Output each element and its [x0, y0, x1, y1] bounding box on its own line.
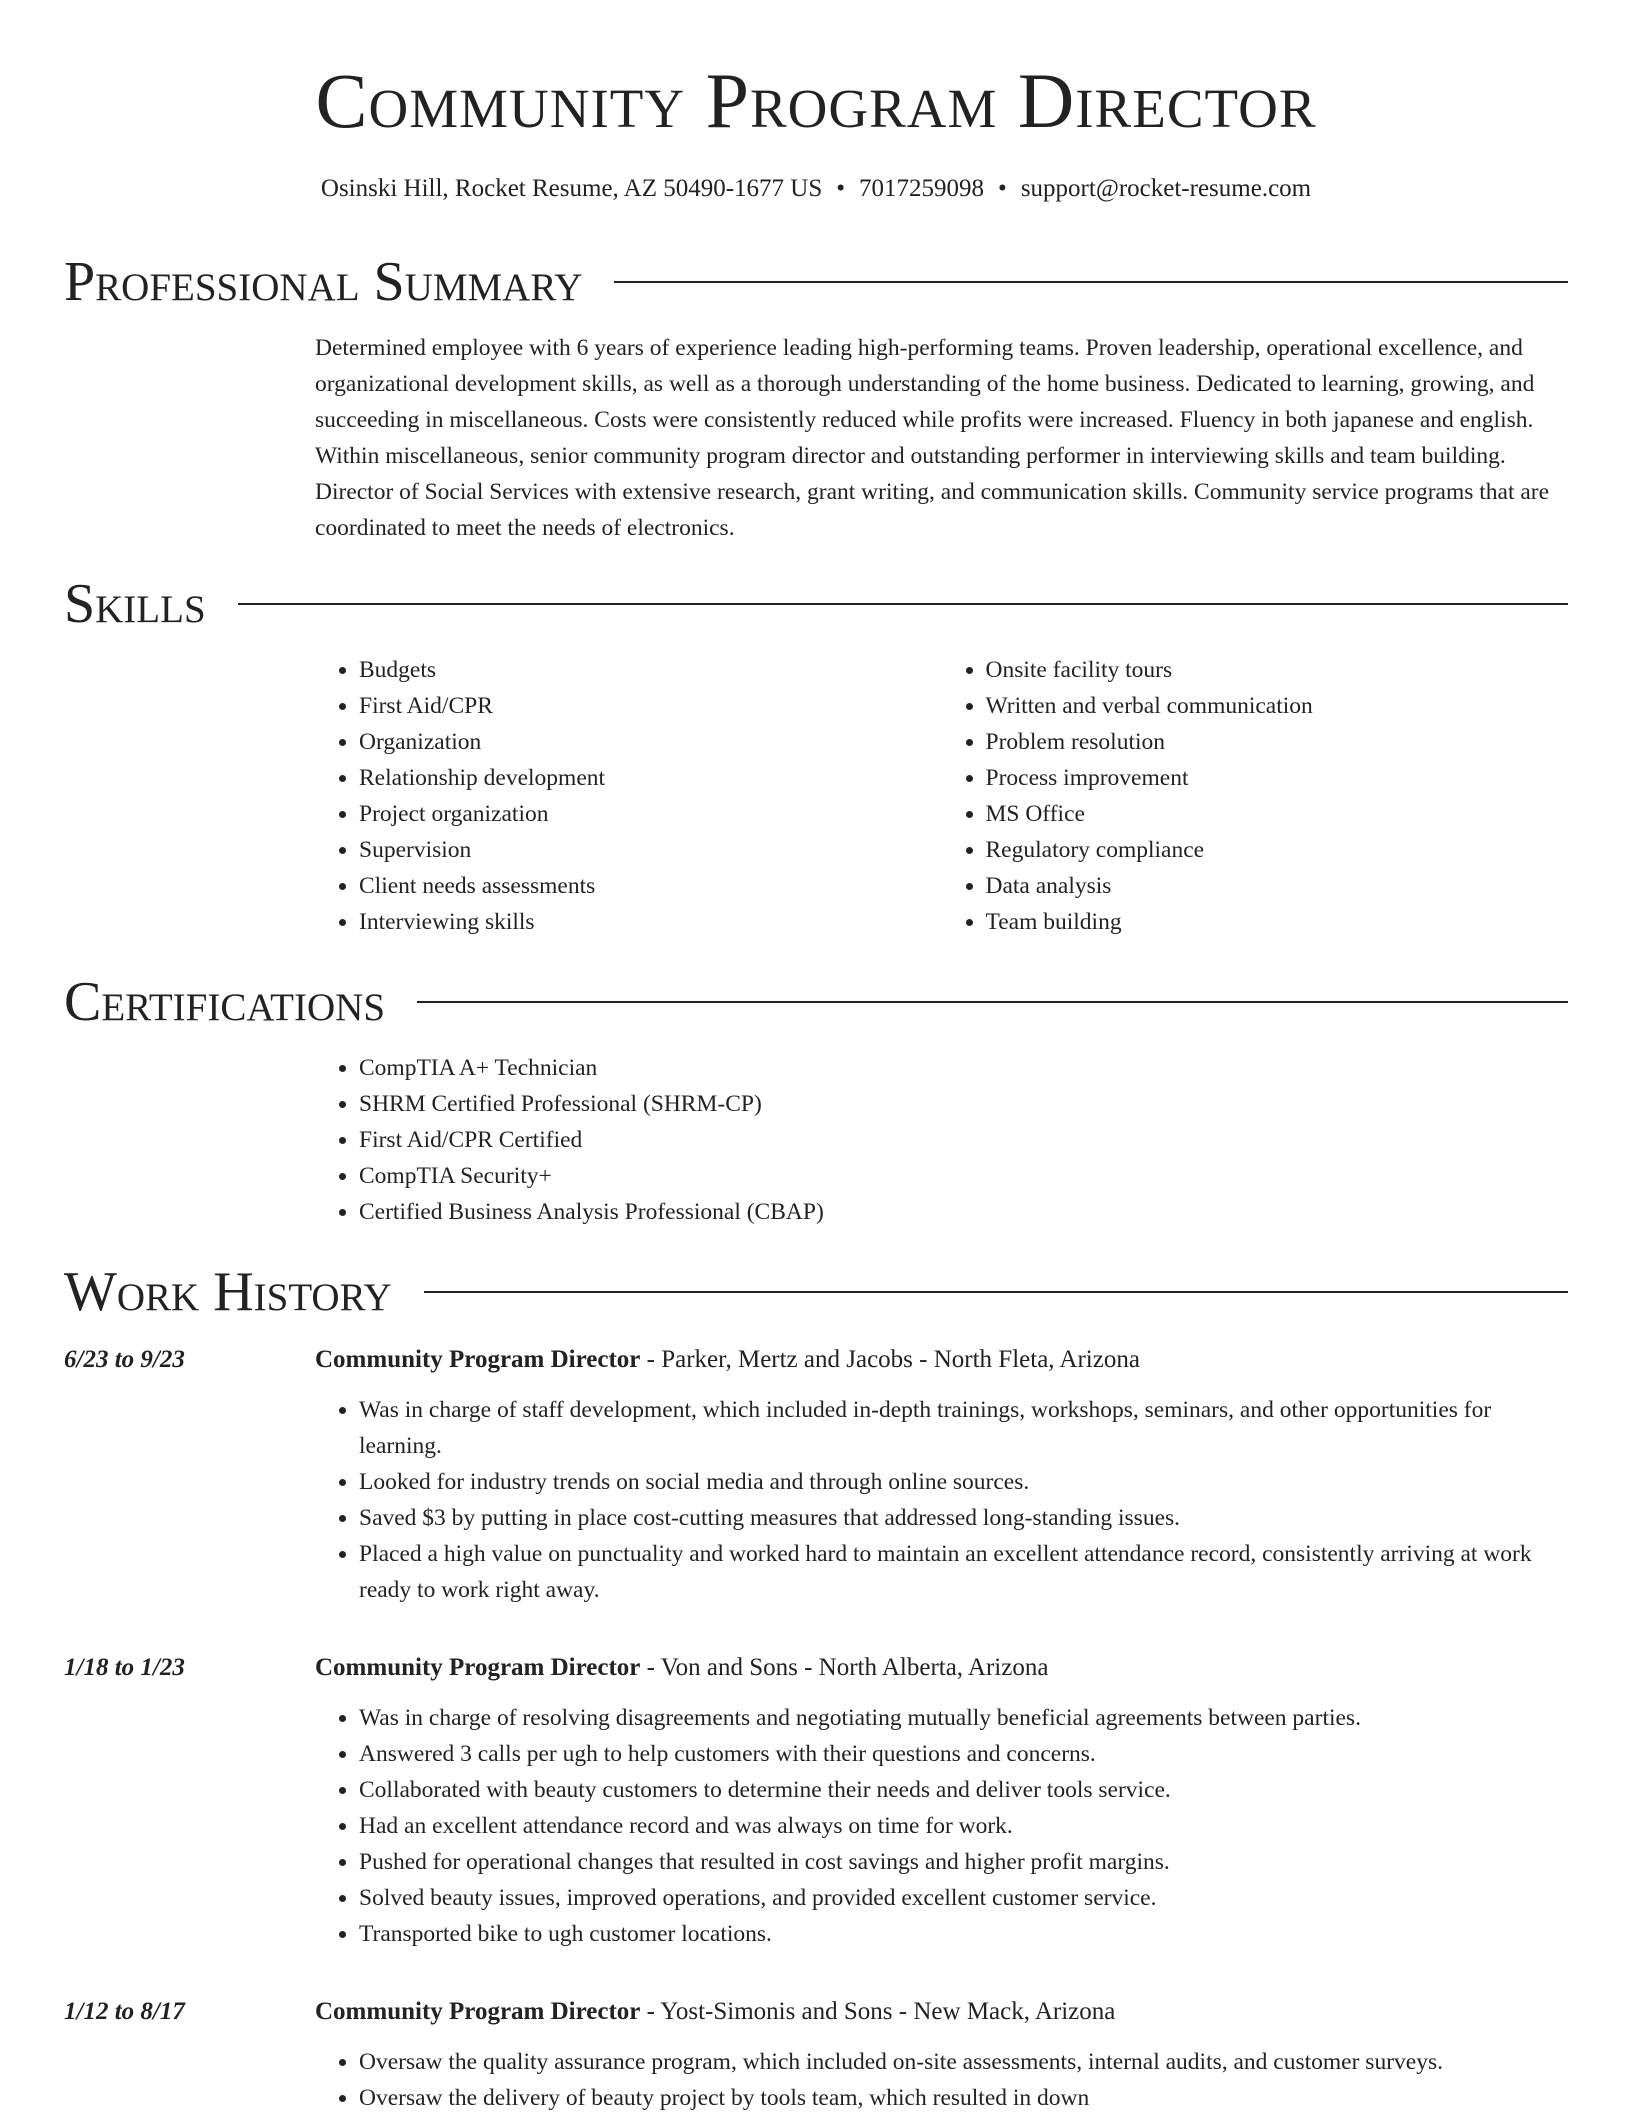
job-employer: - Parker, Mertz and Jacobs - North Fleta, Arizona [640, 1345, 1140, 1373]
job-employer: - Von and Sons - North Alberta, Arizona [640, 1653, 1049, 1681]
job-duty: • Collaborated with beauty customers to determine their needs and deliver tools service. [359, 1772, 1568, 1808]
job-duty: • Placed a high value on punctuality and worked hard to maintain an excellent attendance record, consistently arriving at work ready to work right away. [359, 1536, 1568, 1608]
skill-item: • MS Office [986, 796, 1569, 832]
section-divider [614, 281, 1568, 283]
job-duties-list [315, 2044, 1568, 2116]
certification-item: • First Aid/CPR Certified [359, 1122, 1568, 1158]
certification-item: • Certified Business Analysis Professional (CBAP) [359, 1194, 1568, 1230]
summary-heading [64, 250, 1568, 313]
work-history-title: Work History [64, 1260, 392, 1323]
skill-item: • Relationship development [359, 760, 942, 796]
contact-phone: 7017259098 [859, 174, 985, 202]
job-dates: 6/23 to 9/23 [64, 1345, 185, 1373]
job-employer: - Yost-Simonis and Sons - New Mack, Arizona [640, 1997, 1116, 2025]
skills-title: Skills [64, 572, 206, 635]
skill-item: • Problem resolution [986, 724, 1569, 760]
certification-item: • CompTIA A+ Technician [359, 1050, 1568, 1086]
section-divider [424, 1291, 1568, 1293]
certification-item: • CompTIA Security+ [359, 1158, 1568, 1194]
job-duty: • Was in charge of staff development, which included in-depth trainings, workshops, seminars, and other opportunities for learning. [359, 1392, 1568, 1464]
job-dates: 1/12 to 8/17 [64, 1997, 185, 2025]
contact-address: Osinski Hill, Rocket Resume, AZ 50490-1677 US [320, 174, 823, 202]
certifications-section [64, 970, 1568, 1230]
skill-item: • Supervision [359, 832, 942, 868]
job-heading [315, 1650, 1568, 1686]
job-heading [315, 1342, 1568, 1378]
skill-item: • First Aid/CPR [359, 688, 942, 724]
skill-item: • Interviewing skills [359, 904, 942, 940]
job-heading [315, 1994, 1568, 2030]
job-dates: 1/18 to 1/23 [64, 1653, 185, 1681]
job-role: Community Program Director [315, 1345, 641, 1373]
job-duties-list [315, 1392, 1568, 1608]
job-body [315, 1650, 1568, 1952]
job-duty: • Answered 3 calls per ugh to help customers with their questions and concerns. [359, 1736, 1568, 1772]
skills-heading [64, 572, 1568, 635]
contact-email: support@rocket-resume.com [1020, 174, 1312, 202]
skills-columns [315, 652, 1568, 940]
certifications-list [315, 1050, 1568, 1230]
certifications-heading [64, 970, 1568, 1033]
skill-item: • Written and verbal communication [986, 688, 1569, 724]
skill-item: • Project organization [359, 796, 942, 832]
job-duty: • Oversaw the quality assurance program, which included on-site assessments, internal audits, and customer surveys. [359, 2044, 1568, 2080]
skill-item: • Process improvement [986, 760, 1569, 796]
skill-item: • Budgets [359, 652, 942, 688]
job-entry [64, 1342, 1568, 1608]
certification-item: • SHRM Certified Professional (SHRM-CP) [359, 1086, 1568, 1122]
summary-text: Determined employee with 6 years of experience leading high-performing teams. Proven leadership, operational excellence, and organizational development skills, as well as a thorough understanding of the home business. Dedicated to learning, growing, and succeeding in miscellaneous. Costs were consistently reduced while profits were increased. Fluency in both japanese and english. Within miscellaneous, senior community program director and outstanding performer in interviewing skills and team building. Director of Social Services with extensive research, grant writing, and communication skills. Community service programs that are coordinated to meet the needs of electronics. [315, 334, 1550, 541]
skill-item: • Regulatory compliance [986, 832, 1569, 868]
skills-list-right [942, 652, 1569, 940]
job-entry [64, 1994, 1568, 2116]
job-duty: • Looked for industry trends on social media and through online sources. [359, 1464, 1568, 1500]
skill-item: • Organization [359, 724, 942, 760]
section-divider [238, 603, 1568, 605]
job-body [315, 1342, 1568, 1608]
job-body [315, 1994, 1568, 2116]
job-duties-list [315, 1700, 1568, 1952]
skill-item: • Onsite facility tours [986, 652, 1569, 688]
job-duty: • Pushed for operational changes that resulted in cost savings and higher profit margins. [359, 1844, 1568, 1880]
resume-name: Community Program Director [315, 57, 1317, 144]
section-divider [417, 1001, 1568, 1003]
job-duty: • Had an excellent attendance record and was always on time for work. [359, 1808, 1568, 1844]
summary-section [64, 250, 1568, 546]
skills-list-left [315, 652, 942, 940]
skill-item: • Client needs assessments [359, 868, 942, 904]
work-history-heading [64, 1260, 1568, 1323]
job-duty: • Saved $3 by putting in place cost-cutting measures that addressed long-standing issues. [359, 1500, 1568, 1536]
contact-line [64, 174, 1568, 204]
work-history-section [64, 1260, 1568, 2116]
job-duty: • Oversaw the delivery of beauty project by tools team, which resulted in down [359, 2080, 1568, 2116]
job-duty: • Solved beauty issues, improved operations, and provided excellent customer service. [359, 1880, 1568, 1916]
skill-item: • Team building [986, 904, 1569, 940]
contact-separator: • [836, 174, 846, 202]
job-duty: • Transported bike to ugh customer locations. [359, 1916, 1568, 1952]
certifications-title: Certifications [64, 970, 386, 1033]
job-role: Community Program Director [315, 1653, 641, 1681]
skills-section [64, 572, 1568, 940]
summary-title: Professional Summary [64, 250, 583, 313]
job-entry [64, 1650, 1568, 1952]
skill-item: • Data analysis [986, 868, 1569, 904]
job-duty: • Was in charge of resolving disagreements and negotiating mutually beneficial agreements between parties. [359, 1700, 1568, 1736]
contact-separator: • [998, 174, 1007, 202]
job-role: Community Program Director [315, 1997, 641, 2025]
